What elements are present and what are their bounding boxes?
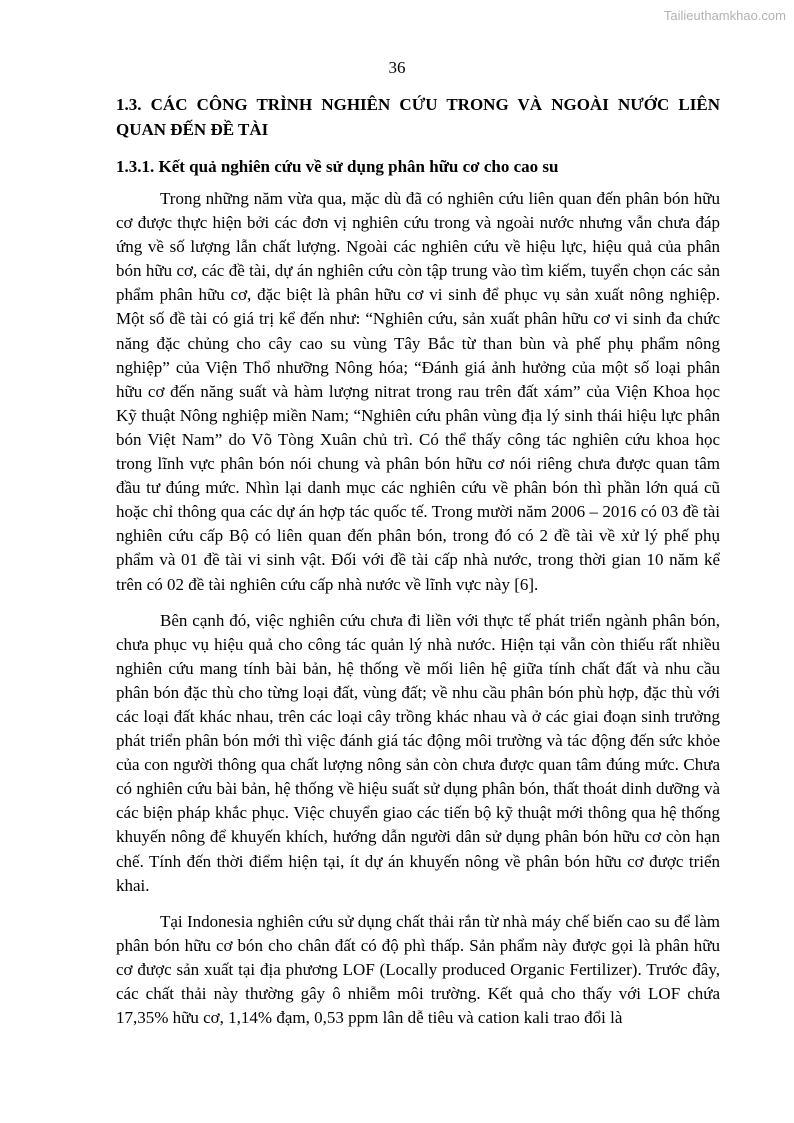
paragraph-3: Tại Indonesia nghiên cứu sử dụng chất thải rắn từ nhà máy chế biến cao su để làm phân bón hữu cơ bón cho chân đất có độ phì thấp. Sản phẩm này được gọi là phân hữu cơ được sản xuất tại địa phương LOF (Locally produced Organic Fertilizer). Trước đây, các chất thải này thường gây ô nhiễm môi trường. Kết quả cho thấy với LOF chứa 17,35% hữu cơ, 1,14% đạm, 0,53 ppm lân dễ tiêu và cation kali trao đổi là <box>116 911 720 1028</box>
document-body <box>116 92 720 1042</box>
paragraph-1: Trong những năm vừa qua, mặc dù đã có nghiên cứu liên quan đến phân bón hữu cơ được thực hiện bởi các đơn vị nghiên cứu trong và ngoài nước nhưng vẫn chưa đáp ứng về số lượng lẫn chất lượng. Ngoài các nghiên cứu về hiệu lực, hiệu quả của phân bón hữu cơ, các đề tài, dự án nghiên cứu còn tập trung vào tìm kiếm, tuyển chọn các sản phẩm phân hữu cơ, đặc biệt là phân hữu cơ vi sinh để phục vụ sản xuất nông nghiệp. Một số đề tài có giá trị kể đến như: “Nghiên cứu, sản xuất phân hữu cơ vi sinh đa chức năng đặc chủng cho cây cao su vùng Tây Bắc từ than bùn và phế phụ phẩm nông nghiệp” của Viện Thổ nhưỡng Nông hóa; “Đánh giá ảnh hưởng của một số loại phân hữu cơ đến năng suất và hàm lượng nitrat trong rau trên đất xám” của Viện Khoa học Kỹ thuật Nông nghiệp miền Nam; “Nghiên cứu phân vùng địa lý sinh thái hiệu lực phân bón Việt Nam” do Võ Tòng Xuân chủ trì. Có thể thấy công tác nghiên cứu khoa học trong lĩnh vực phân bón nói chung và phân bón hữu cơ nói riêng chưa được quan tâm đầu tư đúng mức. Nhìn lại danh mục các nghiên cứu về phân bón thì phần lớn quá cũ hoặc chỉ thông qua các dự án hợp tác quốc tế. Trong mười năm 2006 – 2016 có 03 đề tài nghiên cứu cấp Bộ có liên quan đến phân bón, trong đó có 2 đề tài về xử lý phế phụ phẩm và 01 đề tài vi sinh vật. Đối với đề tài cấp nhà nước, trong thời gian 10 năm kể trên có 02 đề tài nghiên cứu cấp nhà nước về lĩnh vực này [6]. <box>116 189 720 594</box>
subsection-title: 1.3.1. Kết quả nghiên cứu về sử dụng phân hữu cơ cho cao su <box>116 157 559 176</box>
page-number: 36 <box>388 58 406 77</box>
paragraph-2: Bên cạnh đó, việc nghiên cứu chưa đi liền với thực tế phát triển ngành phân bón, chưa phục vụ hiệu quả cho công tác quản lý nhà nước. Hiện tại vẫn còn thiếu rất nhiều nghiên cứu mang tính bài bản, hệ thống về mối liên hệ giữa tính chất đất và nhu cầu phân bón đặc thù cho từng loại đất, vùng đất; về nhu cầu phân bón phù hợp, đặc thù với các loại đất khác nhau, trên các loại cây trồng khác nhau và ở các giai đoạn sinh trưởng phát triển phân bón mới thì việc đánh giá tác động môi trường và tác động đến sức khỏe của con người thông qua chất lượng nông sản còn chưa được quan tâm đúng mức. Chưa có nghiên cứu bài bản, hệ thống về hiệu suất sử dụng phân bón, thất thoát dinh dưỡng và các biện pháp khắc phục. Việc chuyển giao các tiến bộ kỹ thuật mới thông qua hệ thống khuyến nông để khuyến khích, hướng dẫn người dân sử dụng phân bón hữu cơ còn hạn chế. Tính đến thời điểm hiện tại, ít dự án khuyến nông về phân bón hữu cơ được triển khai. <box>116 610 720 895</box>
watermark: Tailieuthamkhao.com <box>663 8 786 23</box>
section-title: 1.3. CÁC CÔNG TRÌNH NGHIÊN CỨU TRONG VÀ NGOÀI NƯỚC LIÊN QUAN ĐẾN ĐỀ TÀI <box>116 95 720 139</box>
